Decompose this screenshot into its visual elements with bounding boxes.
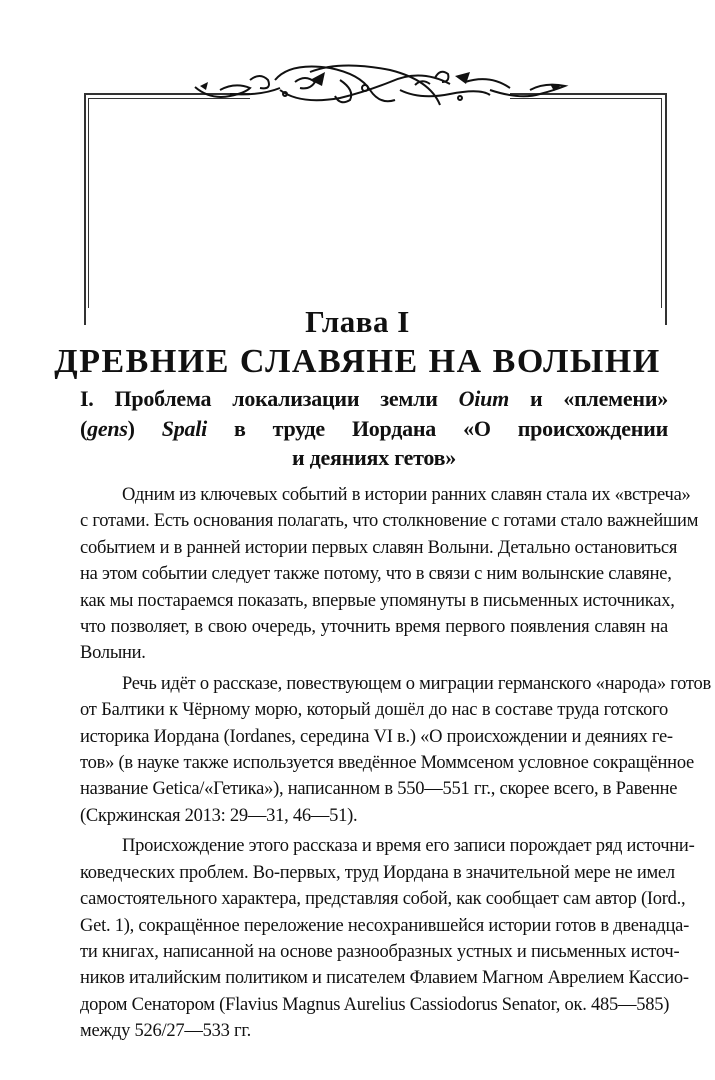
text-line: дором Сенатором (Flavius Magnus Aurelius Cassiodorus Senator, ок. 485—585): [80, 994, 670, 1015]
chapter-title: ДРЕВНИЕ СЛАВЯНЕ НА ВОЛЫНИ: [54, 343, 661, 380]
section-heading-line-3: и деяниях гетов»: [291, 445, 457, 470]
paragraph: [80, 482, 699, 667]
text-line: от Балтики к Чёрному морю, который дошёл до нас в составе труда готского: [80, 700, 668, 721]
text-line: событием и в ранней истории первых славян Волыни. Детально остановиться: [80, 537, 678, 558]
text-line: название Getica/«Гетика»), написанном в 550—551 гг., скорее всего, в Равенне: [80, 779, 678, 800]
text-line: между 526/27—533 гг.: [80, 1021, 251, 1042]
section-heading-line-2: (gens) Spali в труде Иордана «О происхождении: [80, 415, 669, 441]
frame-right-inner: [661, 98, 662, 308]
text-line: самостоятельного характера, представляя собой, как сообщает сам автор (Iord.,: [80, 889, 686, 910]
body-text: [80, 482, 711, 1049]
text-line: (Скржинская 2013: 29—31, 46—51).: [80, 805, 358, 826]
text-line: коведческих проблем. Во-первых, труд Иордана в значительной мере не имел: [80, 862, 675, 883]
italic-term: Spali: [161, 415, 207, 441]
italic-term: Oium: [458, 386, 509, 411]
paragraph: [80, 671, 711, 829]
text-line: Речь идёт о рассказе, повествующем о миграции германского «народа» готов: [122, 673, 711, 694]
floral-ornament-icon: [190, 60, 570, 112]
section-heading: [80, 384, 668, 473]
text-line: с готами. Есть основания полагать, что столкновение с готами стало важнейшим: [80, 511, 699, 532]
text-line: на этом событии следует также потому, что в связи с ним волынские славяне,: [80, 564, 672, 585]
frame-left-inner: [88, 98, 89, 308]
frame-left-outer: [84, 93, 86, 325]
text-line: Волыни.: [80, 643, 146, 664]
text-line: тов» (в науке также используется введённое Моммсеном условное сокращённое: [80, 753, 695, 774]
section-heading-line-1: I. Проблема локализации земли Oium и «племени»: [80, 386, 668, 411]
text-line: Одним из ключевых событий в истории ранних славян стала их «встреча»: [122, 485, 691, 505]
paragraph: [80, 833, 695, 1044]
text-line: Get. 1), сокращённое переложение несохранившейся истории готов в двенадца-: [80, 915, 689, 936]
text-line: что позволяет, в свою очередь, уточнить время первого появления славян на: [80, 617, 668, 638]
text-line: ти книгах, написанной на основе разнообразных устных и письменных источ-: [80, 941, 680, 962]
text-line: историка Иордана (Iordanes, середина VI в.) «О происхождении и деяниях ге-: [80, 726, 673, 747]
frame-right-outer: [665, 93, 667, 325]
chapter-number: Глава I: [305, 304, 410, 339]
text-line: ников италийским политиком и писателем Флавием Магном Аврелием Кассио-: [80, 968, 689, 989]
text-line: как мы постараемся показать, впервые упомянуты в письменных источниках,: [80, 590, 675, 611]
text-line: Происхождение этого рассказа и время его записи порождает ряд источни-: [122, 836, 695, 857]
italic-term: gens: [87, 415, 128, 441]
